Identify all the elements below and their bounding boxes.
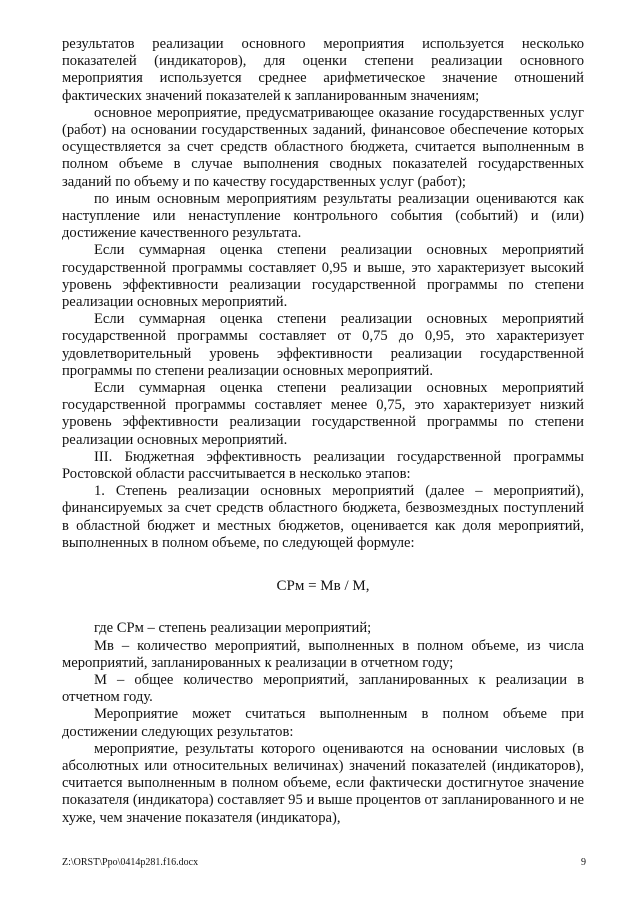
paragraph-6: Если суммарная оценка степени реализации основных мероприятий государственной программы составляет менее 0,75, это характеризует низкий уровень эффективности реализации государственной программы по степени реализации основных мероприятий. [62, 380, 584, 448]
body-text-bottom [62, 620, 584, 826]
page-number: 9 [581, 857, 586, 868]
file-path: Z:\ORST\Ppo\0414p281.f16.docx [62, 857, 199, 868]
paragraph-8: 1. Степень реализации основных мероприятий (далее – мероприятий), финансируемых за счет средств областного бюджета, безвозмездных поступлений в областной бюджет и местных бюджетов, оценивается как доля мероприятий, выполненных в полном объеме, по следующей формуле: [62, 483, 584, 551]
paragraph-5: Если суммарная оценка степени реализации основных мероприятий государственной программы составляет от 0,75 до 0,95, это характеризует удовлетворительный уровень эффективности реализации государственной программы по степени реализации основных мероприятий. [62, 311, 584, 379]
body-text-top [62, 36, 584, 552]
document-page [62, 36, 584, 827]
paragraph-1: результатов реализации основного мероприятия используется несколько показателей (индикаторов), для оценки степени реализации основного мероприятия используется среднее арифметическое значение отношений фактических значений показателей к запланированным значениям; [62, 36, 584, 104]
paragraph-3: по иным основным мероприятиям результаты реализации оцениваются как наступление или ненаступление контрольного события (событий) и (или) достижение качественного результата. [62, 190, 584, 242]
page-footer [62, 857, 586, 869]
paragraph-9: где СРм – степень реализации мероприятий; [94, 620, 372, 637]
paragraph-2: основное мероприятие, предусматривающее оказание государственных услуг (работ) на основании государственных заданий, финансовое обеспечение которых осуществляется за счет средств областного бюджета, считается выполненным в полном объеме в случае выполнения сводных показателей государственных заданий по объему и по качеству государственных услуг (работ); [62, 104, 584, 190]
paragraph-10: Мв – количество мероприятий, выполненных в полном объеме, из числа мероприятий, запланированных к реализации в отчетном году; [62, 637, 584, 671]
paragraph-4: Если суммарная оценка степени реализации основных мероприятий государственной программы составляет 0,95 и выше, это характеризует высокий уровень эффективности реализации государственной программы по степени реализации основных мероприятий. [62, 242, 584, 311]
paragraph-11: М – общее количество мероприятий, запланированных к реализации в отчетном году. [62, 671, 584, 706]
formula: СРм = Мв / М, [276, 578, 370, 595]
paragraph-12: Мероприятие может считаться выполненным в полном объеме при достижении следующих результатов: [62, 706, 584, 740]
paragraph-13: мероприятие, результаты которого оцениваются на основании числовых (в абсолютных или относительных величинах) значений показателей (индикаторов), считается выполненным в полном объеме, если фактически достигнутое значение показателя (индикатора) составляет 95 и выше процентов от запланированного и не хуже, чем значение показателя (индикатора), [62, 740, 584, 826]
paragraph-7: III. Бюджетная эффективность реализации государственной программы Ростовской области рассчитывается в несколько этапов: [62, 448, 584, 483]
